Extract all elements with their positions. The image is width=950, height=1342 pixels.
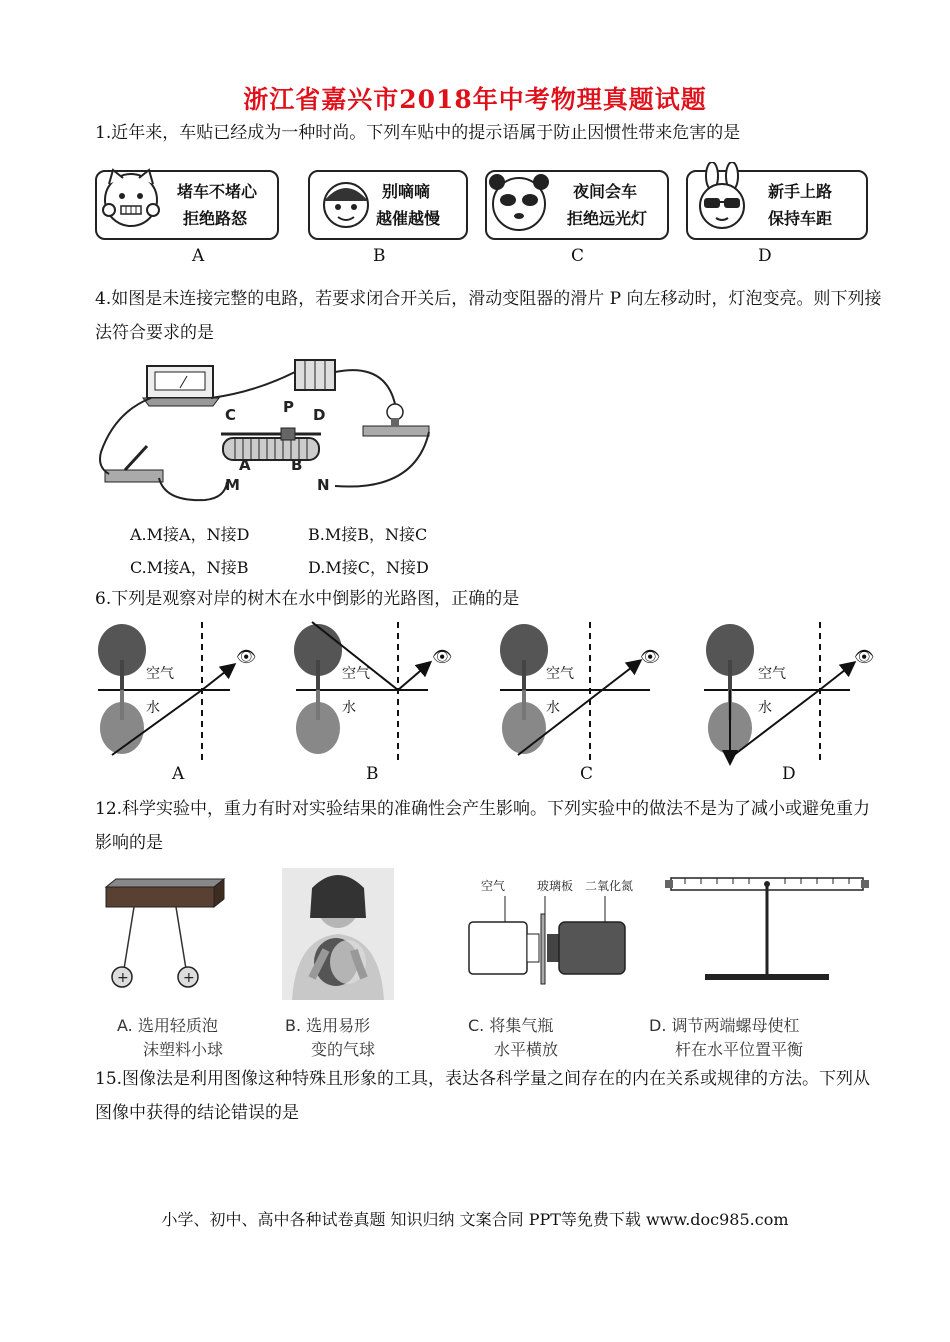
caption-b <box>285 1014 375 1062</box>
girl-cartoon-icon <box>316 175 376 235</box>
q4-option-c: C.M接A，N接B <box>130 558 249 577</box>
air-label: 空气 <box>481 879 506 893</box>
svg-text:👁: 👁 <box>640 647 661 666</box>
sticker-a <box>95 170 279 240</box>
page-footer: 小学、初中、高中各种试卷真题 知识归纳 文案合同 PPT等免费下载 www.doc985.com <box>161 1210 789 1229</box>
caption-c-line1: C. 将集气瓶 <box>468 1016 554 1035</box>
sticker-c-label: C <box>571 246 585 266</box>
caption-a <box>117 1014 223 1062</box>
caption-b-line2: 变的气球 <box>311 1040 376 1059</box>
no2-label: 二氧化氮 <box>585 879 634 893</box>
sticker-b-line1: 别嘀嘀 <box>382 182 431 201</box>
cat-cartoon-icon <box>95 164 167 242</box>
circuit-diagram <box>95 352 445 517</box>
caption-d <box>649 1014 803 1062</box>
diagram-d-air-label: 空气 <box>758 666 786 682</box>
q4-option-b: B.M接B，N接C <box>308 525 428 544</box>
sticker-a-line1: 堵车不堵心 <box>177 182 258 201</box>
terminal-b-label: B <box>291 456 303 474</box>
diagram-b-air-label: 空气 <box>342 666 370 682</box>
svg-text:+: + <box>183 970 195 986</box>
sticker-d <box>686 170 868 240</box>
panda-cartoon-icon <box>483 166 555 238</box>
diagram-c <box>500 622 660 760</box>
diagram-c-water-label: 水 <box>546 700 560 716</box>
caption-a-line2: 沫塑料小球 <box>143 1040 224 1059</box>
sticker-d-line2: 保持车距 <box>768 209 833 228</box>
caption-c <box>468 1014 558 1062</box>
sticker-d-label: D <box>758 246 772 266</box>
svg-text:👁: 👁 <box>236 647 257 666</box>
caption-d-line2: 杆在水平位置平衡 <box>675 1040 804 1059</box>
slider-p-label: P <box>283 398 294 416</box>
sticker-a-label: A <box>192 246 205 266</box>
reflection-diagrams <box>90 620 880 785</box>
sticker-b-line2: 越催越慢 <box>376 209 441 228</box>
experiment-a-figure <box>100 875 230 995</box>
terminal-c-label: C <box>225 406 237 424</box>
experiment-c-figure <box>465 874 635 989</box>
rabbit-cartoon-icon <box>686 162 758 240</box>
glass-plate-label: 玻璃板 <box>537 879 574 893</box>
caption-a-line1: A. 选用轻质泡 <box>117 1016 218 1035</box>
wire-m-label: M <box>225 476 240 494</box>
diagram-d <box>704 622 874 760</box>
diagram-b <box>294 622 452 760</box>
diagram-d-water-label: 水 <box>758 700 772 716</box>
wire-n-label: N <box>317 476 330 494</box>
diagram-a <box>98 622 256 760</box>
sticker-c <box>485 170 669 240</box>
sticker-c-line2: 拒绝远光灯 <box>567 209 648 228</box>
caption-b-line1: B. 选用易形 <box>285 1016 371 1035</box>
sticker-c-line1: 夜间会车 <box>573 182 638 201</box>
question-1-text: 1.近年来，车贴已经成为一种时尚。下列车贴中的提示语属于防止因惯性带来危害的是 <box>95 123 741 143</box>
svg-text:+: + <box>117 970 129 986</box>
q4-option-a: A.M接A，N接D <box>130 525 250 544</box>
question-15-text: 15.图像法是利用图像这种特殊且形象的工具，表达各科学量之间存在的内在关系或规律的方法。下列从图像中获得的结论错误的是 <box>95 1069 871 1123</box>
sticker-b-label: B <box>373 246 386 266</box>
question-6-text: 6.下列是观察对岸的树木在水中倒影的光路图，正确的是 <box>95 589 520 609</box>
diagram-a-water-label: 水 <box>146 700 160 716</box>
experiment-b-photo <box>282 868 394 1000</box>
diagram-a-air-label: 空气 <box>146 666 174 682</box>
sticker-d-line1: 新手上路 <box>768 182 833 201</box>
sticker-b <box>308 170 468 240</box>
diagram-c-air-label: 空气 <box>546 666 574 682</box>
page-title: 浙江省嘉兴市2018年中考物理真题试题 <box>243 85 707 114</box>
q4-option-d: D.M接C，N接D <box>308 558 429 577</box>
question-12-text: 12.科学实验中，重力有时对实验结果的准确性会产生影响。下列实验中的做法不是为了减小或避免重力影响的是 <box>95 799 871 853</box>
question-4-text: 4.如图是未连接完整的电路，若要求闭合开关后，滑动变阻器的滑片 P 向左移动时，灯泡变亮。则下列接法符合要求的是 <box>95 289 882 343</box>
caption-d-line1: D. 调节两端螺母使杠 <box>649 1016 800 1035</box>
q6-label-a: A <box>172 764 185 784</box>
caption-c-line2: 水平横放 <box>494 1040 559 1059</box>
experiment-d-lever <box>665 872 871 987</box>
sticker-a-line2: 拒绝路怒 <box>183 209 248 228</box>
q6-label-b: B <box>366 764 379 784</box>
svg-text:👁: 👁 <box>854 647 875 666</box>
terminal-a-label: A <box>239 456 251 474</box>
q6-label-c: C <box>580 764 594 784</box>
diagram-b-water-label: 水 <box>342 700 356 716</box>
q6-label-d: D <box>782 764 796 784</box>
svg-text:👁: 👁 <box>432 647 453 666</box>
terminal-d-label: D <box>313 406 326 424</box>
